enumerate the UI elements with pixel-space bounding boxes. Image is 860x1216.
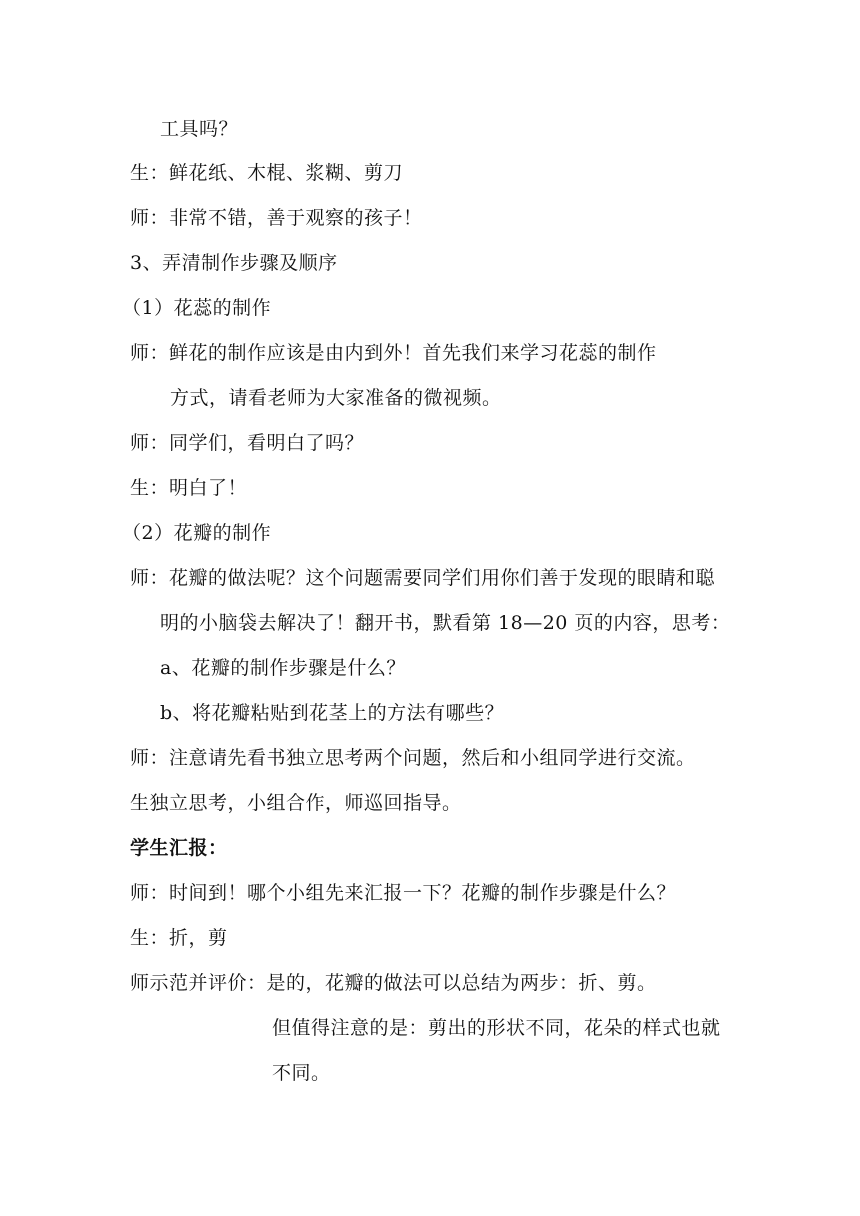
text-line: 生：鲜花纸、木棍、浆糊、剪刀 [130,162,404,184]
text-line: 师：鲜花的制作应该是由内到外！首先我们来学习花蕊的制作 [130,342,657,364]
text-line: 生：明白了！ [130,477,248,499]
text-line: 师示范并评价：是的，花瓣的做法可以总结为两步：折、剪。 [130,972,657,994]
subsection-heading: （1）花蕊的制作 [122,297,272,319]
text-line: 生：折，剪 [130,927,228,949]
section-heading-bold: 学生汇报： [130,837,228,859]
question-item: b、将花瓣粘贴到花茎上的方法有哪些？ [160,702,505,724]
text-line: 生独立思考，小组合作，师巡回指导。 [130,792,462,814]
text-line: 师：时间到！哪个小组先来汇报一下？花瓣的制作步骤是什么？ [130,882,677,904]
text-line: 工具吗？ [160,118,239,140]
text-line: 明的小脑袋去解决了！翻开书，默看第 18—20 页的内容，思考： [160,612,731,634]
text-line: 方式，请看老师为大家准备的微视频。 [170,387,502,409]
text-line: 师：注意请先看书独立思考两个问题，然后和小组同学进行交流。 [130,747,696,769]
text-line: 但值得注意的是：剪出的形状不同，花朵的样式也就 [272,1017,721,1039]
text-line: 师：花瓣的做法呢？这个问题需要同学们用你们善于发现的眼睛和聪 [130,567,716,589]
text-line: 不同。 [272,1062,331,1084]
subsection-heading: （2）花瓣的制作 [122,522,272,544]
section-heading: 3、弄清制作步骤及顺序 [130,252,338,274]
question-item: a、花瓣的制作步骤是什么？ [160,657,406,679]
text-line: 师：非常不错，善于观察的孩子！ [130,207,423,229]
text-line: 师：同学们，看明白了吗？ [130,432,365,454]
